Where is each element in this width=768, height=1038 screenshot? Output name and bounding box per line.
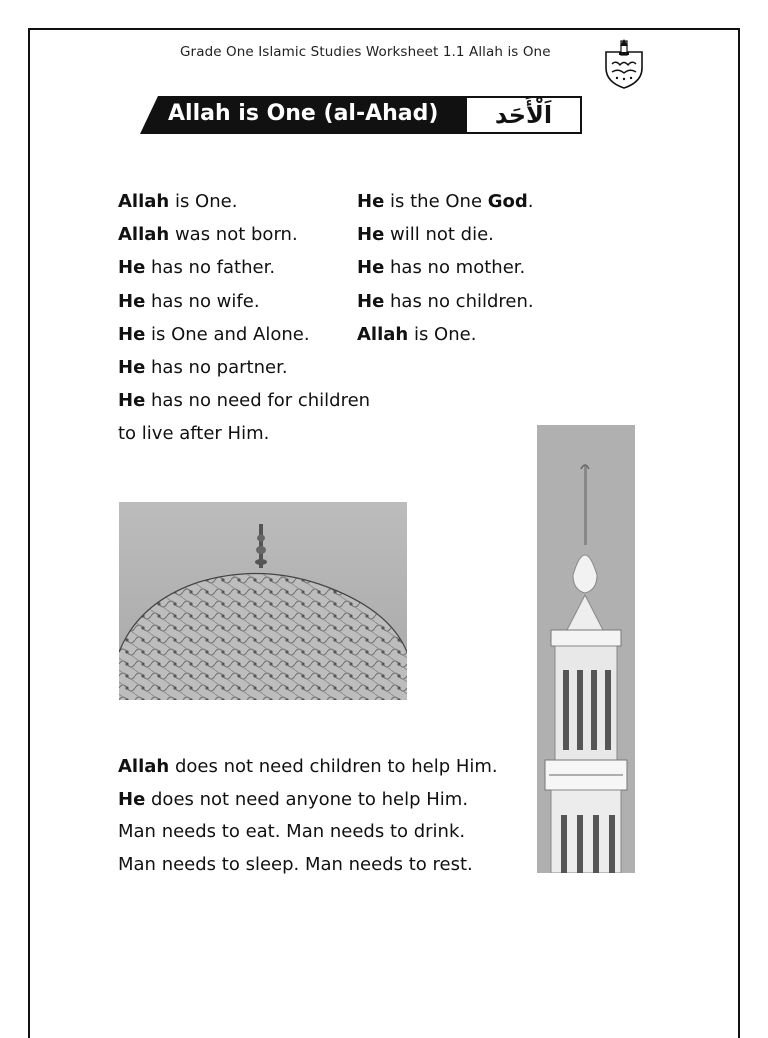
right-column — [357, 185, 534, 351]
left-line: Allah was not born. — [118, 224, 298, 246]
right-line: Allah is One. — [357, 323, 477, 345]
bottom-line: Allah does not need children to help Him. — [118, 756, 498, 777]
bottom-line: Man needs to eat. Man needs to drink. — [118, 821, 466, 842]
right-line: He has no children. — [357, 290, 534, 312]
right-line: He will not die. — [357, 224, 494, 246]
left-line: Allah is One. — [118, 191, 238, 212]
bottom-line: Man needs to sleep. Man needs to rest. — [118, 853, 473, 875]
left-column — [118, 185, 370, 451]
left-line: He has no wife. — [118, 290, 260, 312]
title-banner — [140, 96, 582, 134]
right-line: He has no mother. — [357, 257, 526, 279]
left-line: to live after Him. — [118, 423, 270, 445]
left-line: He has no need for children — [118, 390, 371, 412]
left-line: He has no father. — [118, 257, 276, 279]
right-line: He is the One God. — [357, 191, 534, 212]
title-english: Allah is One (al-Ahad) — [168, 101, 439, 126]
worksheet-header: Grade One Islamic Studies Worksheet 1.1 Allah is One — [180, 44, 551, 60]
minaret-photo — [537, 425, 635, 873]
mosque-dome-photo — [119, 502, 407, 700]
left-line: He has no partner. — [118, 357, 288, 379]
bottom-line: He does not need anyone to help Him. — [118, 788, 469, 810]
title-arabic: اَلْأَحَد — [465, 96, 582, 134]
bottom-paragraph — [118, 751, 498, 881]
left-line: He is One and Alone. — [118, 323, 310, 345]
minaret-shield-icon — [602, 38, 646, 90]
